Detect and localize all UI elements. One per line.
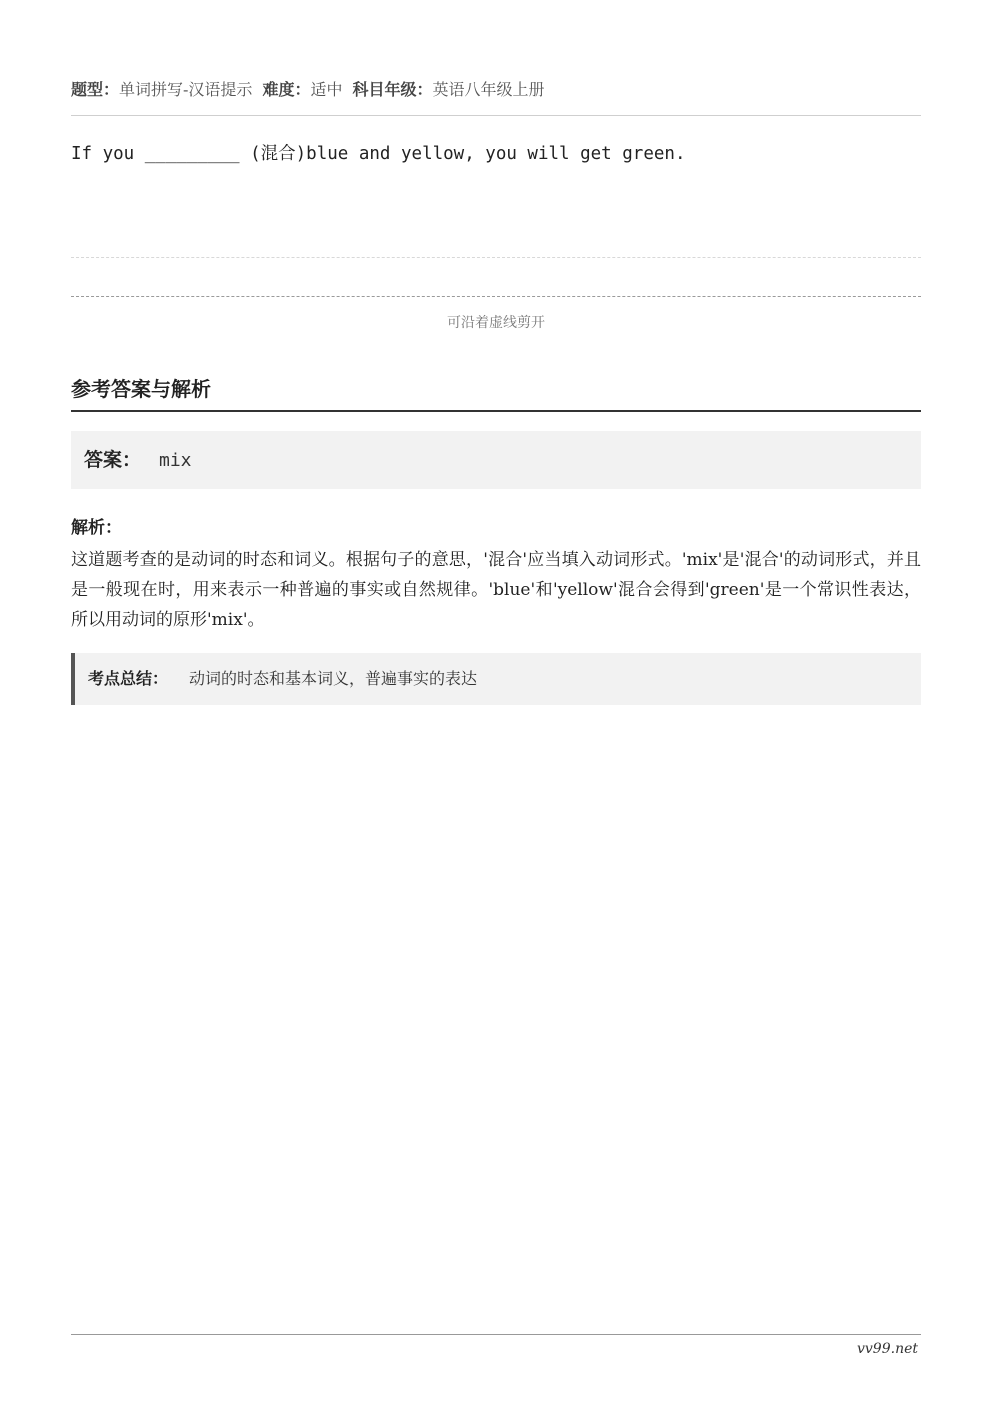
section-title: 参考答案与解析 <box>71 377 211 401</box>
worksheet-page <box>71 0 921 1403</box>
summary-label: 考点总结： <box>88 669 169 688</box>
grade-value: 英语八年级上册 <box>432 80 545 99</box>
grade-label: 科目年级： <box>352 80 433 99</box>
cut-line-dashed <box>71 296 921 297</box>
question-text: If you _________ (混合)blue and yellow, you will get green. <box>71 144 686 164</box>
meta-divider <box>71 115 921 116</box>
answer-value: mix <box>159 450 192 471</box>
type-value: 单词拼写-汉语提示 <box>119 80 253 99</box>
cut-note: 可沿着虚线剪开 <box>447 315 545 331</box>
summary-text: 动词的时态和基本词义，普遍事实的表达 <box>189 669 478 688</box>
difficulty-value: 适中 <box>310 80 343 99</box>
question-meta <box>71 78 921 102</box>
difficulty-label: 难度： <box>262 80 311 99</box>
footer-brand: vv99.net <box>856 1341 918 1357</box>
answer-box <box>71 431 921 489</box>
answer-label: 答案： <box>84 449 142 471</box>
answer-line-dashed <box>71 257 921 258</box>
footer-divider <box>71 1334 921 1335</box>
analysis-text: 这道题考查的是动词的时态和词义。根据句子的意思，'混合'应当填入动词形式。'mix'是'混合'的动词形式，并且是一般现在时，用来表示一种普遍的事实或自然规律。'blue'和'yellow'混合会得到'green'是一个常识性表达，所以用动词的原形'mix'。 <box>71 550 921 630</box>
type-label: 题型： <box>71 80 120 99</box>
section-divider <box>71 410 921 412</box>
summary-box <box>71 653 921 705</box>
analysis-label: 解析： <box>71 518 122 538</box>
